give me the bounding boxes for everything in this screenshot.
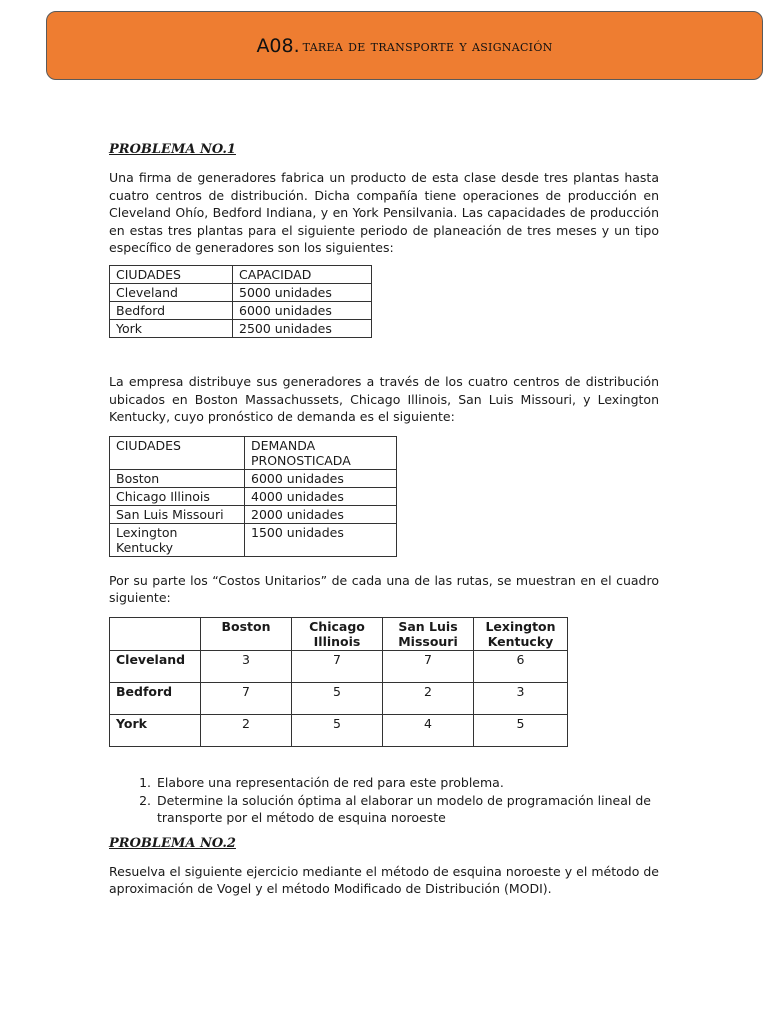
table-cell: 4000 unidades — [245, 487, 397, 505]
cost-column-header: San Luis Missouri — [383, 617, 474, 650]
table-row — [110, 523, 397, 556]
table-row — [110, 505, 397, 523]
assignment-title: tarea de transporte y asignación — [302, 36, 553, 55]
table-cell: 6 — [474, 650, 568, 682]
cost-corner-cell — [110, 617, 201, 650]
table-cell: York — [110, 319, 233, 337]
table-row — [110, 487, 397, 505]
table-cell: San Luis Missouri — [110, 505, 245, 523]
table-row — [110, 682, 568, 714]
cost-header-row — [110, 617, 568, 650]
table-cell: 4 — [383, 714, 474, 746]
table-cell: 5 — [474, 714, 568, 746]
table-cell: 6000 unidades — [245, 469, 397, 487]
capacity-header-city: CIUDADES — [110, 265, 233, 283]
problem-1-heading: PROBLEMA NO.1 — [109, 142, 236, 157]
table-cell: Cleveland — [110, 283, 233, 301]
demand-header-row — [110, 436, 397, 469]
table-cell: 2 — [383, 682, 474, 714]
cost-row-label: York — [110, 714, 201, 746]
table-row — [110, 301, 372, 319]
problem-2-text: Resuelva el siguiente ejercicio mediante el método de esquina noroeste y el método de aproximación de Vogel y el método Modificado de Distribución (MODI). — [109, 863, 659, 897]
capacity-header-capacity: CAPACIDAD — [233, 265, 372, 283]
table-cell: 1500 unidades — [245, 523, 397, 556]
table-cell: 2500 unidades — [233, 319, 372, 337]
table-cell: 7 — [201, 682, 292, 714]
table-row — [110, 714, 568, 746]
table-cell: Chicago Illinois — [110, 487, 245, 505]
list-item: 2. Determine la solución óptima al elaborar un modelo de programación lineal de transporte por el método de esquina noroeste — [155, 792, 659, 827]
capacity-header-row — [110, 265, 372, 283]
costs-paragraph: Por su parte los “Costos Unitarios” de cada una de las rutas, se muestran en el cuadro siguiente: — [109, 572, 659, 606]
list-item: 1. Elabore una representación de red para este problema. — [155, 774, 659, 792]
demand-header-city: CIUDADES — [110, 436, 245, 469]
table-cell: 7 — [383, 650, 474, 682]
table-cell: 7 — [292, 650, 383, 682]
problem-1-intro: Una firma de generadores fabrica un producto de esta clase desde tres plantas hasta cuatro centros de distribución. Dicha compañía tiene operaciones de producción en Cleveland Ohío, Bedford Indiana, y en York Pensilvania. Las capacidades de producción en estas tres plantas para el siguiente periodo de planeación de tres meses y un tipo específico de generadores son los siguientes: — [109, 170, 659, 256]
table-cell: 6000 unidades — [233, 301, 372, 319]
table-cell: 3 — [201, 650, 292, 682]
table-row — [110, 283, 372, 301]
table-cell: 2000 unidades — [245, 505, 397, 523]
cost-row-label: Bedford — [110, 682, 201, 714]
cost-column-header: Lexington Kentucky — [474, 617, 568, 650]
table-cell: 3 — [474, 682, 568, 714]
cost-row-label: Cleveland — [110, 650, 201, 682]
demand-table — [109, 436, 397, 557]
table-cell: 5 — [292, 682, 383, 714]
table-row — [110, 469, 397, 487]
table-row — [110, 319, 372, 337]
cost-column-header: Chicago Illinois — [292, 617, 383, 650]
distribution-paragraph: La empresa distribuye sus generadores a través de los cuatro centros de distribución ubicados en Boston Massachussets, Chicago Illinois, San Luis Missouri, y Lexington Kentucky, cuyo pronóstico de demanda es el siguiente: — [109, 373, 659, 425]
table-cell: 2 — [201, 714, 292, 746]
document-body — [109, 136, 659, 898]
table-cell: Boston — [110, 469, 245, 487]
table-cell: 5000 unidades — [233, 283, 372, 301]
cost-column-header: Boston — [201, 617, 292, 650]
cost-table — [109, 617, 568, 747]
table-cell: 5 — [292, 714, 383, 746]
table-cell: Bedford — [110, 301, 233, 319]
title-banner — [46, 11, 763, 80]
demand-header-demand: DEMANDA PRONOSTICADA — [245, 436, 397, 469]
task-list — [109, 774, 659, 827]
capacity-table — [109, 265, 372, 338]
table-row — [110, 650, 568, 682]
assignment-code: A08. — [256, 34, 300, 57]
problem-2-heading: PROBLEMA NO.2 — [109, 835, 236, 851]
table-cell: Lexington Kentucky — [110, 523, 245, 556]
